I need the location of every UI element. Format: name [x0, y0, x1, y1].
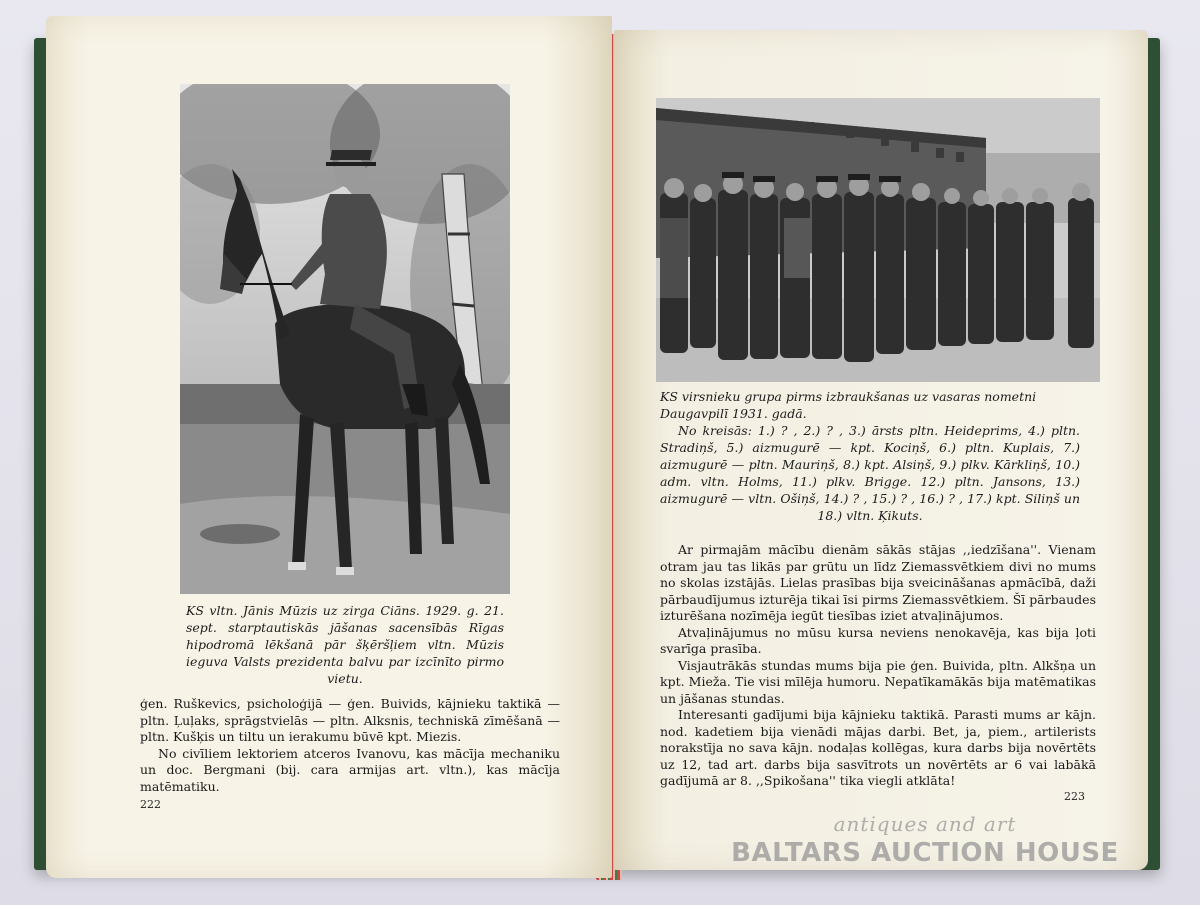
- left-body-text: [140, 696, 560, 795]
- right-caption-detail: No kreisās: 1.) ? , 2.) ? , 3.) ārsts pltn. Heideprims, 4.) pltn. Stradiņš, 5.) aizmugurē — kpt. Kociņš, 6.) pltn. Kuplais, 7.) aizmugurē — pltn. Mauriņš, 8.) kpt. Alsiņš, 9.) plkv. Kārkliņš, 10.) adm. vltn. Holms, 11.) plkv. Brigge. 12.) pltn. Jansons, 13.) aizmugurē — vltn. Ošiņš, 14.) ? , 15.) ? , 16.) ? , 17.) kpt. Siliņš un 18.) vltn. Ķikuts.: [660, 423, 1080, 523]
- right-paragraph-1: Ar pirmajām mācību dienām sākās stājas ,,iedzīšana''. Vienam otram jau tas likās par grūtu un līdz Ziemassvētkiem divi no mums no skolas izstājās. Lielas prasības bija sveicināšanas apmācībā, daži pārbaudījumus izturēja tikai īsi pirms Ziemassvētkiem. Šī pārbaudes izturēšana nozīmēja iegūt tiesības iziet atvaļinājumos.: [660, 542, 1096, 623]
- left-paragraph-1: ģen. Ruškevics, psicholoģijā — ģen. Buivids, kājnieku taktikā — pltn. Ļuļaks, sprāgstvielās — pltn. Alksnis, techniskā zīmēšanā — pltn. Kušķis un tiltu un ierakumu būvē kpt. Miezis.: [140, 696, 560, 744]
- officers-group-photo: [656, 98, 1100, 382]
- left-paragraph-2: No civīliem lektoriem atceros Ivanovu, kas mācīja mechaniku un doc. Bergmani (bij. cara armijas art. vltn.), kas mācīja matēmatiku.: [140, 745, 560, 794]
- left-page-number: 222: [140, 798, 161, 811]
- rider-on-horse-photo: [180, 84, 510, 594]
- right-caption-title: KS virsnieku grupa pirms izbraukšanas uz vasaras nometni Daugavpilī 1931. gadā.: [660, 389, 1037, 421]
- officers-photo-illustration: [656, 98, 1100, 382]
- right-photo-caption: [660, 388, 1080, 524]
- right-paragraph-3: Visjautrākās stundas mums bija pie ģen. Buivida, pltn. Alkšņa un kpt. Mieža. Tie visi mīlēja humoru. Nepatīkamākās bija matēmatikas un jāšanas stundas.: [660, 657, 1096, 706]
- auction-house-watermark: [720, 812, 1130, 876]
- watermark-tagline: antiques and art: [833, 812, 1017, 836]
- rider-photo-illustration: [180, 84, 510, 594]
- watermark-brand: BALTARS AUCTION HOUSE: [731, 838, 1119, 868]
- right-body-text: [660, 542, 1096, 790]
- right-page-number: 223: [1064, 790, 1085, 803]
- right-paragraph-4: Interesanti gadījumi bija kājnieku taktikā. Parasti mums ar kājn. nod. kadetiem bija vienādi mājas darbi. Bet, ja, piem., artilerists norakstīja no sava kājn. nodaļas kollēgas, kura darbs bija novērtēts uz 12, tad art. darbs bija sasvītrots un novērtēts ar 6 vai labākā gadījumā ar 8. ,,Spikošana'' tika viegli atklāta!: [660, 707, 1096, 788]
- right-paragraph-2: Atvaļinājumus no mūsu kursa neviens nenokavēja, kas bija ļoti svarīga prasība.: [660, 624, 1096, 656]
- left-photo-caption: KS vltn. Jānis Mūzis uz zirga Ciāns. 1929. g. 21. sept. starptautiskās jāšanas sacensībās Rīgas hipodromā lēkšanā pār šķēršļiem vltn. Mūzis ieguva Valsts prezidenta balvu par izcīnīto pirmo vietu.: [186, 603, 504, 686]
